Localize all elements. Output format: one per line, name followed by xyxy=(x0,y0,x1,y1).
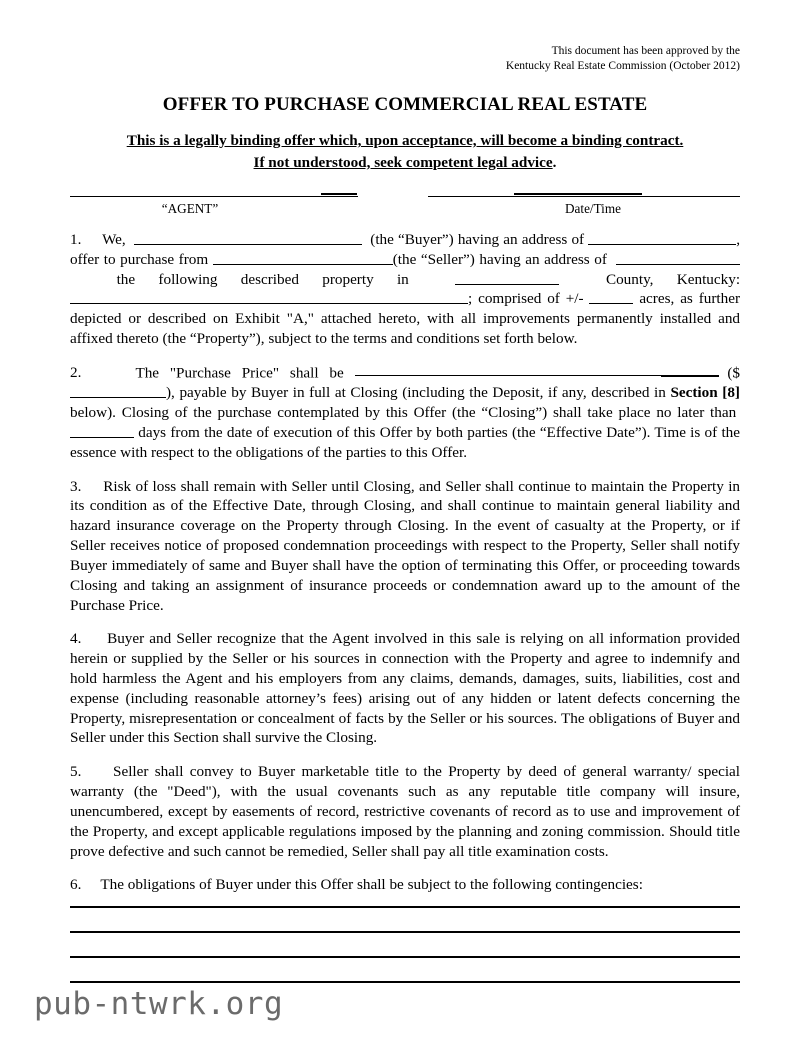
section-1-text-9: ; comprised of +/- xyxy=(468,290,584,308)
section-6-text: The obligations of Buyer under this Offer shall be subject to the following contingencies: xyxy=(100,876,643,894)
section-2-text-7: days from the date of execution of this Offer by both parties (the “Effective xyxy=(138,423,602,441)
seller-name-blank[interactable] xyxy=(213,250,393,265)
section-1-text-10: acres, xyxy=(639,290,675,308)
purchase-price-amount-blank[interactable] xyxy=(70,383,166,398)
section-1 xyxy=(70,230,740,349)
section-1-text-11: as further depicted or described on Exhibit "A," attached hereto, with all improvements permanently xyxy=(70,290,741,328)
section-2 xyxy=(70,363,740,463)
section-4-number: 4. xyxy=(70,630,82,648)
section-4 xyxy=(70,629,740,748)
section-1-text-3: , offer to purchase from xyxy=(70,231,741,268)
contingency-line-4[interactable] xyxy=(70,981,740,983)
purchase-price-blank[interactable] xyxy=(355,363,717,377)
agent-signature-rule xyxy=(70,196,358,197)
closing-days-blank[interactable] xyxy=(70,423,134,438)
contingency-line-3[interactable] xyxy=(70,956,740,958)
section-2-text-2: ($ xyxy=(727,364,741,382)
section-3 xyxy=(70,477,740,616)
section-1-text-6: the following described property in xyxy=(116,270,409,288)
watermark: pub-ntwrk.org xyxy=(34,986,284,1022)
binding-notice-line-2 xyxy=(70,152,740,174)
agent-caption: “AGENT” xyxy=(161,201,219,216)
section-5-number: 5. xyxy=(70,763,82,781)
section-1-text-5: address of xyxy=(544,250,607,268)
binding-notice-line-2-period: . xyxy=(552,153,557,171)
contingency-line-2[interactable] xyxy=(70,931,740,933)
datetime-rule xyxy=(428,196,740,197)
county-blank[interactable] xyxy=(455,270,559,285)
binding-notice-line-1: This is a legally binding offer which, upon acceptance, will become a binding contract. xyxy=(126,132,684,149)
binding-notice xyxy=(70,130,740,173)
section-2-text-8: Date”). Time is of the essence with respect to the obligations of the parties to this Offer. xyxy=(70,423,741,461)
section-6-number: 6. xyxy=(70,876,82,894)
section-1-number: 1. xyxy=(70,231,82,248)
section-1-text-12: installed and affixed thereto (the “Property”), subject to the terms and conditions set forth below. xyxy=(70,310,741,348)
section-3-text: Risk of loss shall remain with Seller until Closing, and Seller shall continue to maintain the Property in its condition as of the Effective Date, through Closing, and shall continue to maintain general liability and hazard insurance coverage on the Property through Closing. In the event of casualty at the Property, or if Seller receives notice of proposed condemnation proceedings with respect to the Property, Seller shall notify Buyer immediately of same and Buyer shall have the option of terminating this Offer, or proceeding towards Closing and taking an assignment of insurance proceeds or condemnation award up to the amount of the Purchase Price. xyxy=(70,477,741,614)
section-4-text: Buyer and Seller recognize that the Agent involved in this sale is relying on all information provided herein or supplied by the Seller or his sources in connection with the Property and agree to indemnify and hold harmless the Agent and his employers from any claims, demands, damages, suits, liabilities, cost and expense (including reasonable attorney’s fees) arising out of any hidden or latent defects concerning the Property, misrepresentation or concealment of facts by the Seller or his sources. The obligations of Buyer and Seller under this Section shall survive the Closing. xyxy=(70,630,741,747)
seller-address-blank[interactable] xyxy=(616,250,740,265)
section-2-text-3: ), payable by Buyer in full at Closing (including the Deposit, if any, described in xyxy=(166,384,666,402)
property-description-blank[interactable] xyxy=(70,290,468,305)
approval-line-2: Kentucky Real Estate Commission (October 2012) xyxy=(505,60,740,73)
binding-notice-line-2-underlined: If not understood, seek competent legal advice xyxy=(253,153,553,171)
approval-block xyxy=(320,44,740,75)
section-1-text-4: (the “Seller”) having an xyxy=(392,250,540,268)
section-2-text-5: below). Closing of the purchase contemplated by this Offer (the “Closing”) shall take place xyxy=(70,404,651,422)
agent-signature-rule-stub xyxy=(321,193,357,195)
contingency-line-1[interactable] xyxy=(70,906,740,908)
section-2-reference: Section [8] xyxy=(670,384,740,402)
section-3-number: 3. xyxy=(70,477,82,495)
datetime-caption: Date/Time xyxy=(565,201,621,216)
section-1-text-1: We, xyxy=(102,231,126,248)
page-title: OFFER TO PURCHASE COMMERCIAL REAL ESTATE xyxy=(162,94,648,115)
section-2-text-1: The "Purchase Price" shall be xyxy=(135,364,344,382)
section-2-text-6: no later than xyxy=(656,404,737,422)
buyer-address-blank[interactable] xyxy=(588,230,736,245)
datetime-rule-stub xyxy=(514,193,642,195)
section-5 xyxy=(70,762,740,861)
section-1-text-8: Kentucky: xyxy=(676,270,741,288)
acres-blank[interactable] xyxy=(589,290,633,305)
section-2-number: 2. xyxy=(70,364,82,382)
section-6 xyxy=(70,875,740,895)
section-1-text-7: County, xyxy=(605,270,654,288)
section-5-text: Seller shall convey to Buyer marketable title to the Property by deed of general warranty/ special warranty (the "Deed"), with the usual covenants such as any reputable title company will insure, unencumbered, except by easements of record, restrictive covenants of record as to use and improvement of the Property, and except applicable regulations imposed by the planning and zoning commission. Should title prove defective and such cannot be remedied, Seller shall pay all title examination costs. xyxy=(70,763,741,860)
section-1-text-2: (the “Buyer”) having an address of xyxy=(370,231,585,248)
signature-row xyxy=(70,190,740,224)
buyer-name-blank[interactable] xyxy=(134,230,362,245)
approval-line-1: This document has been approved by the xyxy=(551,45,740,57)
document-body xyxy=(70,230,740,895)
purchase-price-rule-tail xyxy=(661,375,719,377)
